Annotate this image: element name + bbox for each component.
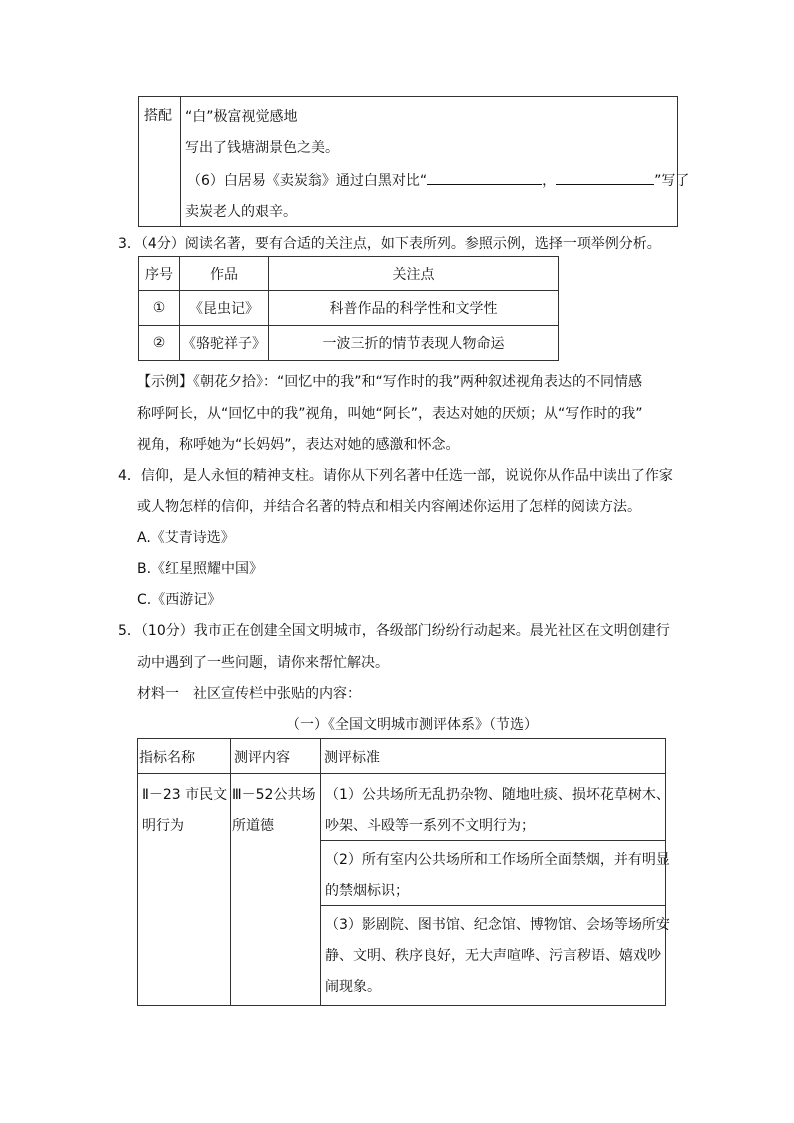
content-line-1: Ⅲ－52公共场 [232, 787, 316, 803]
row-work: 《昆虫记》 [180, 291, 269, 326]
q3-example-line-2: 称呼阿长，从“回忆中的我”视角，叫她“阿长”，表达对她的厌烦；从“写作时的我” [137, 406, 643, 422]
header-focus: 关注点 [269, 257, 559, 291]
standard-3-line-1: （3）影剧院、图书馆、纪念馆、博物馆、会场等场所安 [325, 917, 670, 933]
q4-line-2: 或人物怎样的信仰，并结合名著的特点和相关内容阐述你运用了怎样的阅读方法。 [137, 499, 641, 515]
q3-example-line-1: 【示例】《朝花夕拾》：“回忆中的我”和“写作时的我”两种叙述视角表达的不同情感 [137, 374, 643, 390]
header-content: 测评内容 [234, 750, 290, 766]
row-work: 《骆驼祥子》 [180, 326, 269, 361]
q3-example-line-3: 视角，称呼她为“长妈妈”，表达对她的感激和怀念。 [137, 437, 460, 453]
q4-line-1: 4．信仰，是人永恒的精神支柱。请你从下列名著中任选一部，说说你从作品中读出了作家 [118, 468, 673, 484]
row-divider [320, 905, 665, 906]
content-line-2: 所道德 [232, 818, 274, 834]
row-no: ② [139, 326, 180, 361]
standard-1-line-1: （1）公共场所无乱扔杂物、随地吐痰、损坏花草树木、 [325, 787, 670, 803]
indicator-line-2: 明行为 [142, 818, 184, 834]
standard-1-line-2: 吵架、斗殴等一系列不文明行为； [325, 818, 535, 834]
indicator-line-1: Ⅱ－23 市民文 [142, 787, 228, 803]
standard-3-line-2: 静、文明、秩序良好，无大声喧哗、污言秽语、嬉戏吵 [325, 948, 661, 964]
header-no: 序号 [139, 257, 180, 291]
row-focus: 一波三折的情节表现人物命运 [269, 326, 559, 361]
q5-table-title: （一）《全国文明城市测评体系》（节选） [286, 717, 538, 733]
question-6-line-2: 卖炭老人的艰辛。 [185, 204, 297, 220]
standard-2-line-1: （2）所有室内公共场所和工作场所全面禁烟，并有明显 [325, 852, 670, 868]
reading-focus-table [138, 256, 559, 361]
q4-option-b: B.《红星照耀中国》 [137, 561, 264, 577]
answer-blank-1[interactable] [427, 169, 542, 185]
header-work: 作品 [180, 257, 269, 291]
header-standard: 测评标准 [324, 750, 380, 766]
header-indicator: 指标名称 [139, 750, 195, 766]
table-row [139, 326, 559, 361]
pairing-content [181, 97, 690, 226]
q5-line-2: 动中遇到了一些问题，请你来帮忙解决。 [137, 655, 389, 671]
row-divider [320, 840, 665, 841]
q5-material-label: 材料一 社区宣传栏中张贴的内容： [137, 686, 361, 702]
column-divider [230, 739, 231, 1005]
q4-option-c: C.《西游记》 [137, 592, 222, 608]
question-6-line: （6）白居易《卖炭翁》通过白黑对比“ ， ”写了 [187, 169, 689, 190]
pairing-line-2: 写出了钱塘湖景色之美。 [185, 140, 339, 156]
q4-option-a: A.《艾青诗选》 [137, 530, 235, 546]
poetry-table [138, 96, 690, 227]
answer-blank-2[interactable] [556, 169, 654, 185]
table-header-row [138, 739, 665, 774]
q3-stem: 3．（4分）阅读名著，要有合适的关注点，如下表所列。参照示例，选择一项举例分析。 [118, 236, 661, 252]
q5-line-1: 5．（10分）我市正在创建全国文明城市，各级部门纷纷行动起来。晨光社区在文明创建行 [118, 623, 670, 639]
pairing-line-1: “白”极富视觉感地 [185, 109, 298, 125]
row-no: ① [139, 291, 180, 326]
table-header-row [139, 257, 559, 291]
row-focus: 科普作品的科学性和文学性 [269, 291, 559, 326]
civilization-evaluation-table [137, 738, 670, 1006]
pairing-label: 搭配 [139, 97, 181, 226]
standard-2-line-2: 的禁烟标识； [325, 883, 409, 899]
column-divider [320, 739, 321, 1005]
table-row [139, 291, 559, 326]
standard-3-line-3: 闹现象。 [325, 979, 381, 995]
